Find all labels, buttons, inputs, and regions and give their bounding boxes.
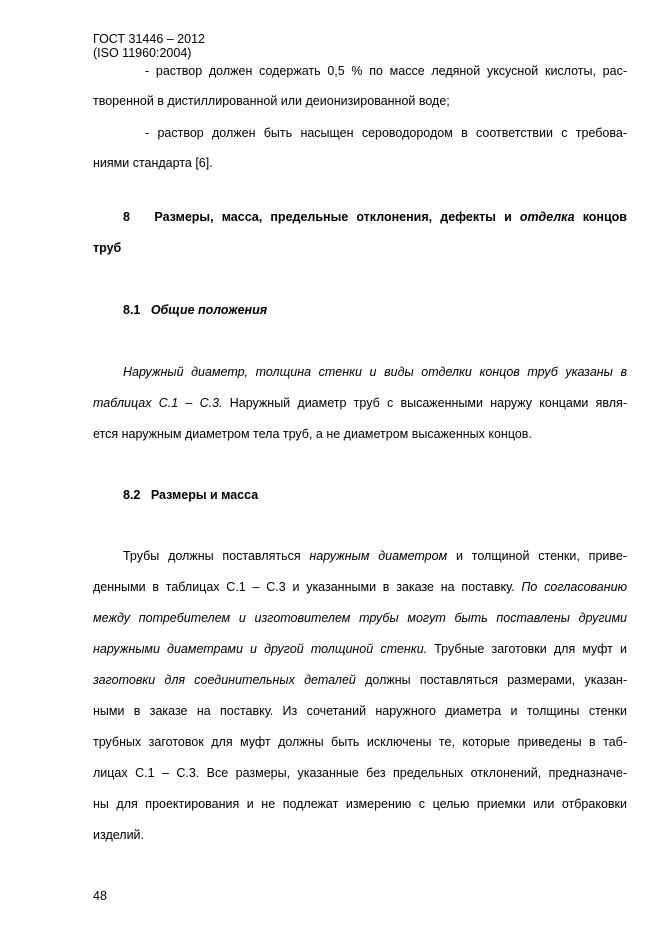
paragraph-line	[93, 673, 627, 688]
paragraph-text: Трубы должны поставляться	[123, 549, 310, 563]
paragraph-line	[93, 580, 627, 595]
list-item-line: творенной в дистиллированной или деионизированной воде;	[93, 94, 450, 108]
paragraph-line	[93, 396, 627, 411]
paragraph-line	[93, 642, 627, 657]
paragraph-line: трубных заготовок для муфт должны быть исключены те, которые приведены в таб-	[93, 735, 627, 749]
subsection-heading	[123, 488, 258, 503]
paragraph-text: и толщиной стенки, приве-	[447, 549, 627, 563]
paragraph-text: денными в таблицах С.1 – С.3 и указанными в заказе на поставку.	[93, 580, 522, 594]
subsection-heading	[123, 303, 267, 318]
paragraph-emphasis: наружными диаметрами и другой толщиной стенки.	[93, 642, 428, 656]
paragraph-emphasis: заготовки для соединительных деталей	[93, 673, 356, 687]
paragraph-line: ется наружным диаметром тела труб, а не диаметром высаженных концов.	[93, 427, 532, 441]
paragraph-emphasis: наружным диаметром	[309, 549, 448, 563]
section-title-part: концов	[574, 210, 627, 224]
paragraph-line: между потребителем и изготовителем трубы могут быть поставлены другими	[93, 611, 627, 625]
paragraph-line: лицах С.1 – С.3. Все размеры, указанные без предельных отклонений, предназначе-	[93, 766, 627, 780]
paragraph-line: изделий.	[93, 828, 145, 842]
paragraph-emphasis: таблицах С.1 – С.3.	[93, 396, 223, 410]
paragraph-emphasis: По согласованию	[521, 580, 627, 594]
subsection-title: Размеры и масса	[150, 488, 259, 502]
paragraph-line	[123, 549, 627, 564]
subsection-number: 8.2	[123, 488, 141, 502]
standard-code: ГОСТ 31446 – 2012	[93, 32, 205, 46]
paragraph-text: Наружный диаметр труб с высаженными наружу концами явля-	[222, 396, 627, 410]
section-title-part: Размеры, масса, предельные отклонения, дефекты и	[154, 210, 520, 224]
list-item-line: ниями стандарта [6].	[93, 156, 213, 170]
paragraph-line: ны для проектирования и не подлежат измерению с целью приемки или отбраковки	[93, 797, 627, 811]
section-number: 8	[123, 210, 130, 224]
section-title-emphasis: отделка	[519, 210, 575, 224]
paragraph-text: Трубные заготовки для муфт и	[427, 642, 627, 656]
iso-reference: (ISO 11960:2004)	[93, 46, 192, 60]
subsection-number: 8.1	[123, 303, 141, 317]
section-heading-line: труб	[93, 241, 122, 255]
page-number: 48	[93, 889, 107, 903]
list-item-line: - раствор должен быть насыщен сероводородом в соответствии с требова-	[145, 126, 627, 140]
paragraph-line: ными в заказе на поставку. Из сочетаний наружного диаметра и толщины стенки	[93, 704, 627, 718]
section-heading-line	[123, 210, 627, 225]
list-item-line: - раствор должен содержать 0,5 % по массе ледяной уксусной кислоты, рас-	[145, 64, 627, 78]
subsection-title: Общие положения	[150, 303, 268, 317]
paragraph-text: должны поставляться размерами, указан-	[355, 673, 627, 687]
paragraph-line: Наружный диаметр, толщина стенки и виды отделки концов труб указаны в	[123, 365, 627, 379]
